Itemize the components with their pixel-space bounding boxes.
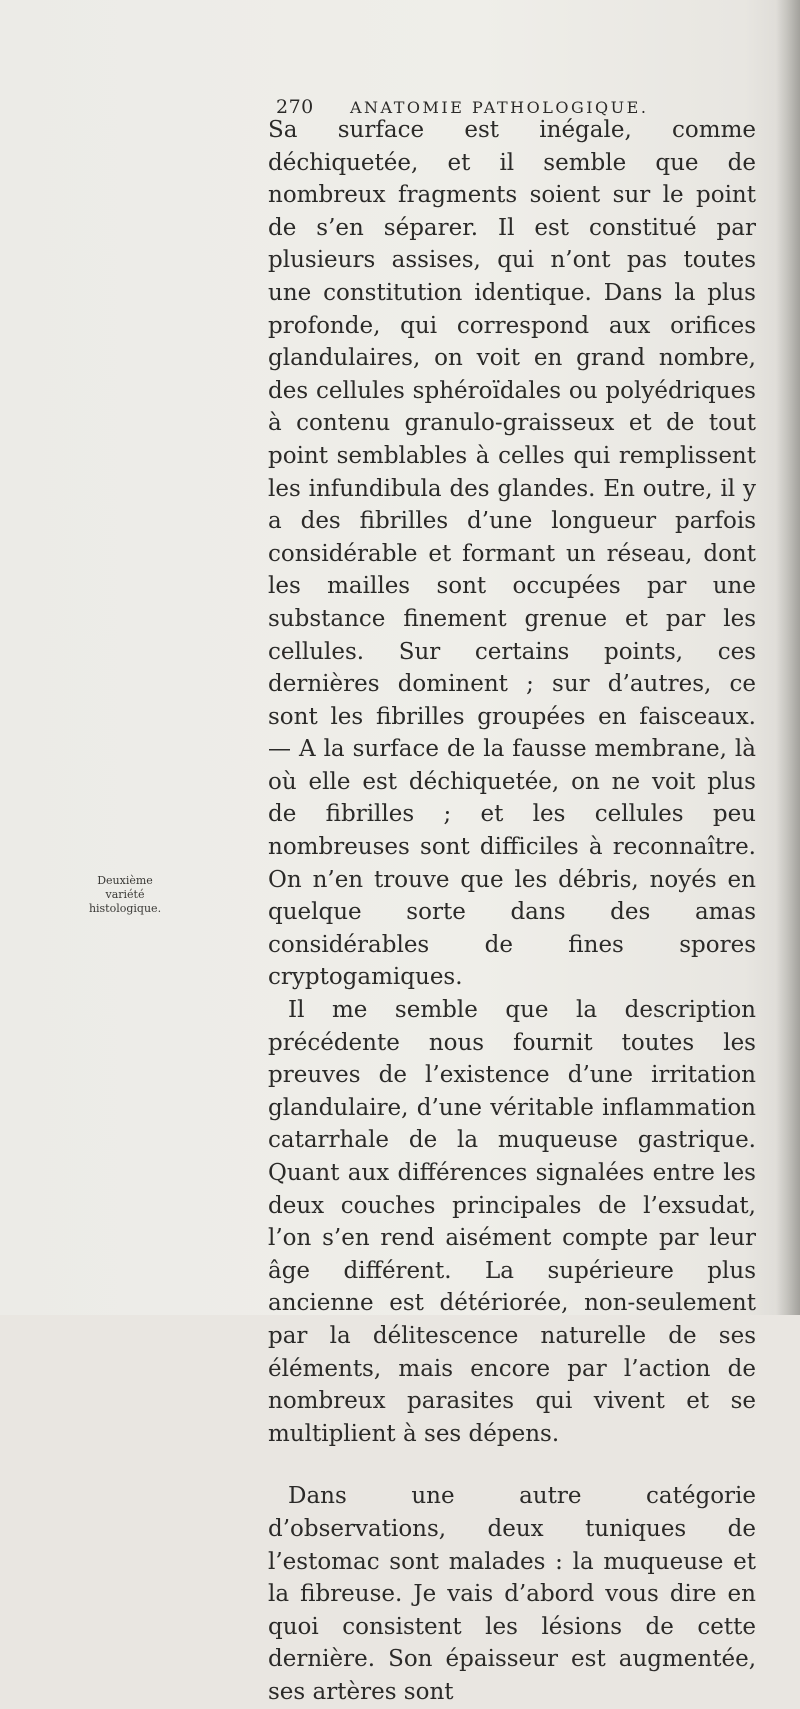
margin-note-line-3: histologique. bbox=[88, 902, 162, 915]
paragraph-2: Il me semble que la description précédente nous fournit toutes les preuves de l’existence d’une irritation glandulaire, d’une véritable inflammation catarrhale de la muqueuse gastrique. Quant aux différences signalées entre les deux couches principales de l’exsudat, l’on s’en rend aisément compte par leur âge différent. La supérieure plus ancienne est détériorée, non-seulement par la délitescence naturelle de ses éléments, mais encore par l’action de nombreux parasites qui vivent et se multiplient à ses dépens. bbox=[268, 997, 756, 1447]
page-number: 270 bbox=[276, 96, 314, 118]
paragraph-1: Sa surface est inégale, comme déchiquetée, et il semble que de nombreux fragments soient sur le point de s’en séparer. Il est constitué par plusieurs assises, qui n’ont pas toutes une constitution identique. Dans la plus profonde, qui correspond aux orifices glandulaires, on voit en grand nombre, des cellules sphéroïdales ou polyédriques à contenu granulo-graisseux et de tout point semblables à celles qui remplissent les infundibula des glandes. En outre, il y a des fibrilles d’une longueur parfois considérable et formant un réseau, dont les mailles sont occupées par une substance finement grenue et par les cellules. Sur certains points, ces dernières dominent ; sur d’autres, ce sont les fibrilles groupées en faisceaux. — A la surface de la fausse membrane, là où elle est déchiquetée, on ne voit plus de fibrilles ; et les cellules peu nombreuses sont difficiles à reconnaître. On n’en trouve que les débris, noyés en quelque sorte dans des amas considérables de fines spores cryptogamiques. bbox=[268, 117, 756, 991]
margin-note-line-2: variété bbox=[105, 888, 145, 901]
page-edge-shadow bbox=[776, 0, 800, 1315]
margin-note bbox=[82, 874, 168, 916]
body-text bbox=[268, 114, 756, 1709]
running-title: ANATOMIE PATHOLOGIQUE. bbox=[350, 98, 649, 117]
paragraph-3: Dans une autre catégorie d’observations, deux tuniques de l’estomac sont malades : la muqueuse et la fibreuse. Je vais d’abord vous dire en quoi consistent les lésions de cette dernière. Son épaisseur est augmentée, ses artères sont bbox=[268, 1483, 756, 1705]
margin-note-line-1: Deuxième bbox=[97, 874, 153, 887]
